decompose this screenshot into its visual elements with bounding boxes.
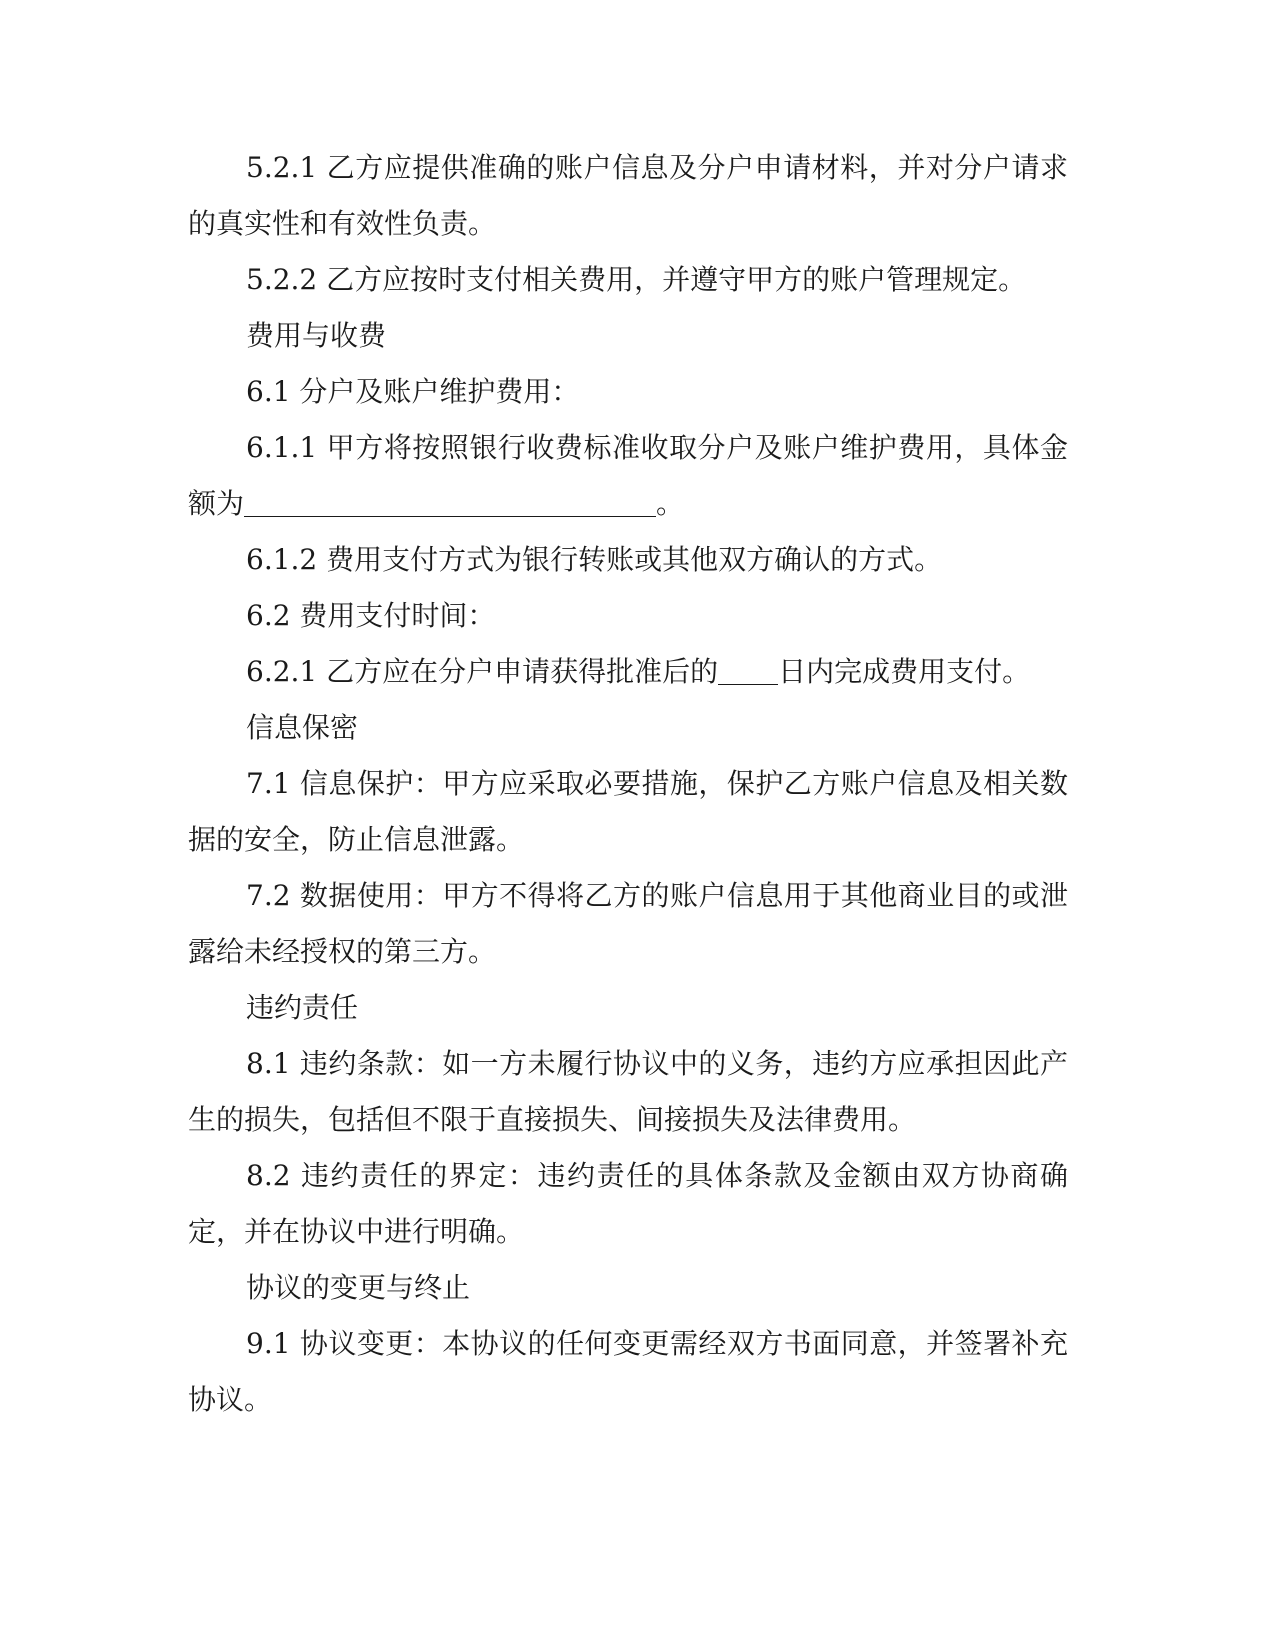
clause-6-2-1-text: 6.2.1 乙方应在分户申请获得批准后的 <box>246 655 719 688</box>
clause-7-1: 7.1 信息保护：甲方应采取必要措施，保护乙方账户信息及相关数据的安全，防止信息泄露。 <box>188 767 1068 856</box>
document-body <box>188 140 1068 1428</box>
clause-6-1-1-text: 6.1.1 甲方将按照银行收费标准收取分户及账户维护费用，具体金额为 <box>188 431 1068 520</box>
clause-5-2-1: 5.2.1 乙方应提供准确的账户信息及分户申请材料，并对分户请求的真实性和有效性负责。 <box>188 151 1068 240</box>
clause-5-2-2: 5.2.2 乙方应按时支付相关费用，并遵守甲方的账户管理规定。 <box>246 263 1027 296</box>
section-heading-fees: 费用与收费 <box>246 319 387 352</box>
clause-6-1: 6.1 分户及账户维护费用： <box>246 375 580 408</box>
clause-6-1-1-end: 。 <box>656 487 685 520</box>
clause-6-2-1 <box>188 644 1068 700</box>
clause-7-2: 7.2 数据使用：甲方不得将乙方的账户信息用于其他商业目的或泄露给未经授权的第三方。 <box>188 879 1068 968</box>
section-heading-change-termination: 协议的变更与终止 <box>246 1271 471 1304</box>
section-heading-confidentiality: 信息保密 <box>246 711 359 744</box>
amount-blank-line <box>244 486 656 517</box>
clause-6-2-1-end: 日内完成费用支付。 <box>778 655 1031 688</box>
clause-6-1-2: 6.1.2 费用支付方式为银行转账或其他双方确认的方式。 <box>246 543 943 576</box>
days-blank-line <box>718 654 778 685</box>
clause-8-1: 8.1 违约条款：如一方未履行协议中的义务，违约方应承担因此产生的损失，包括但不限于直接损失、间接损失及法律费用。 <box>188 1047 1068 1136</box>
clause-6-2: 6.2 费用支付时间： <box>246 599 496 632</box>
clause-8-2: 8.2 违约责任的界定：违约责任的具体条款及金额由双方协商确定，并在协议中进行明确。 <box>188 1159 1068 1248</box>
clause-9-1: 9.1 协议变更：本协议的任何变更需经双方书面同意，并签署补充协议。 <box>188 1327 1068 1416</box>
section-heading-liability: 违约责任 <box>246 991 359 1024</box>
clause-6-1-1 <box>188 420 1068 532</box>
